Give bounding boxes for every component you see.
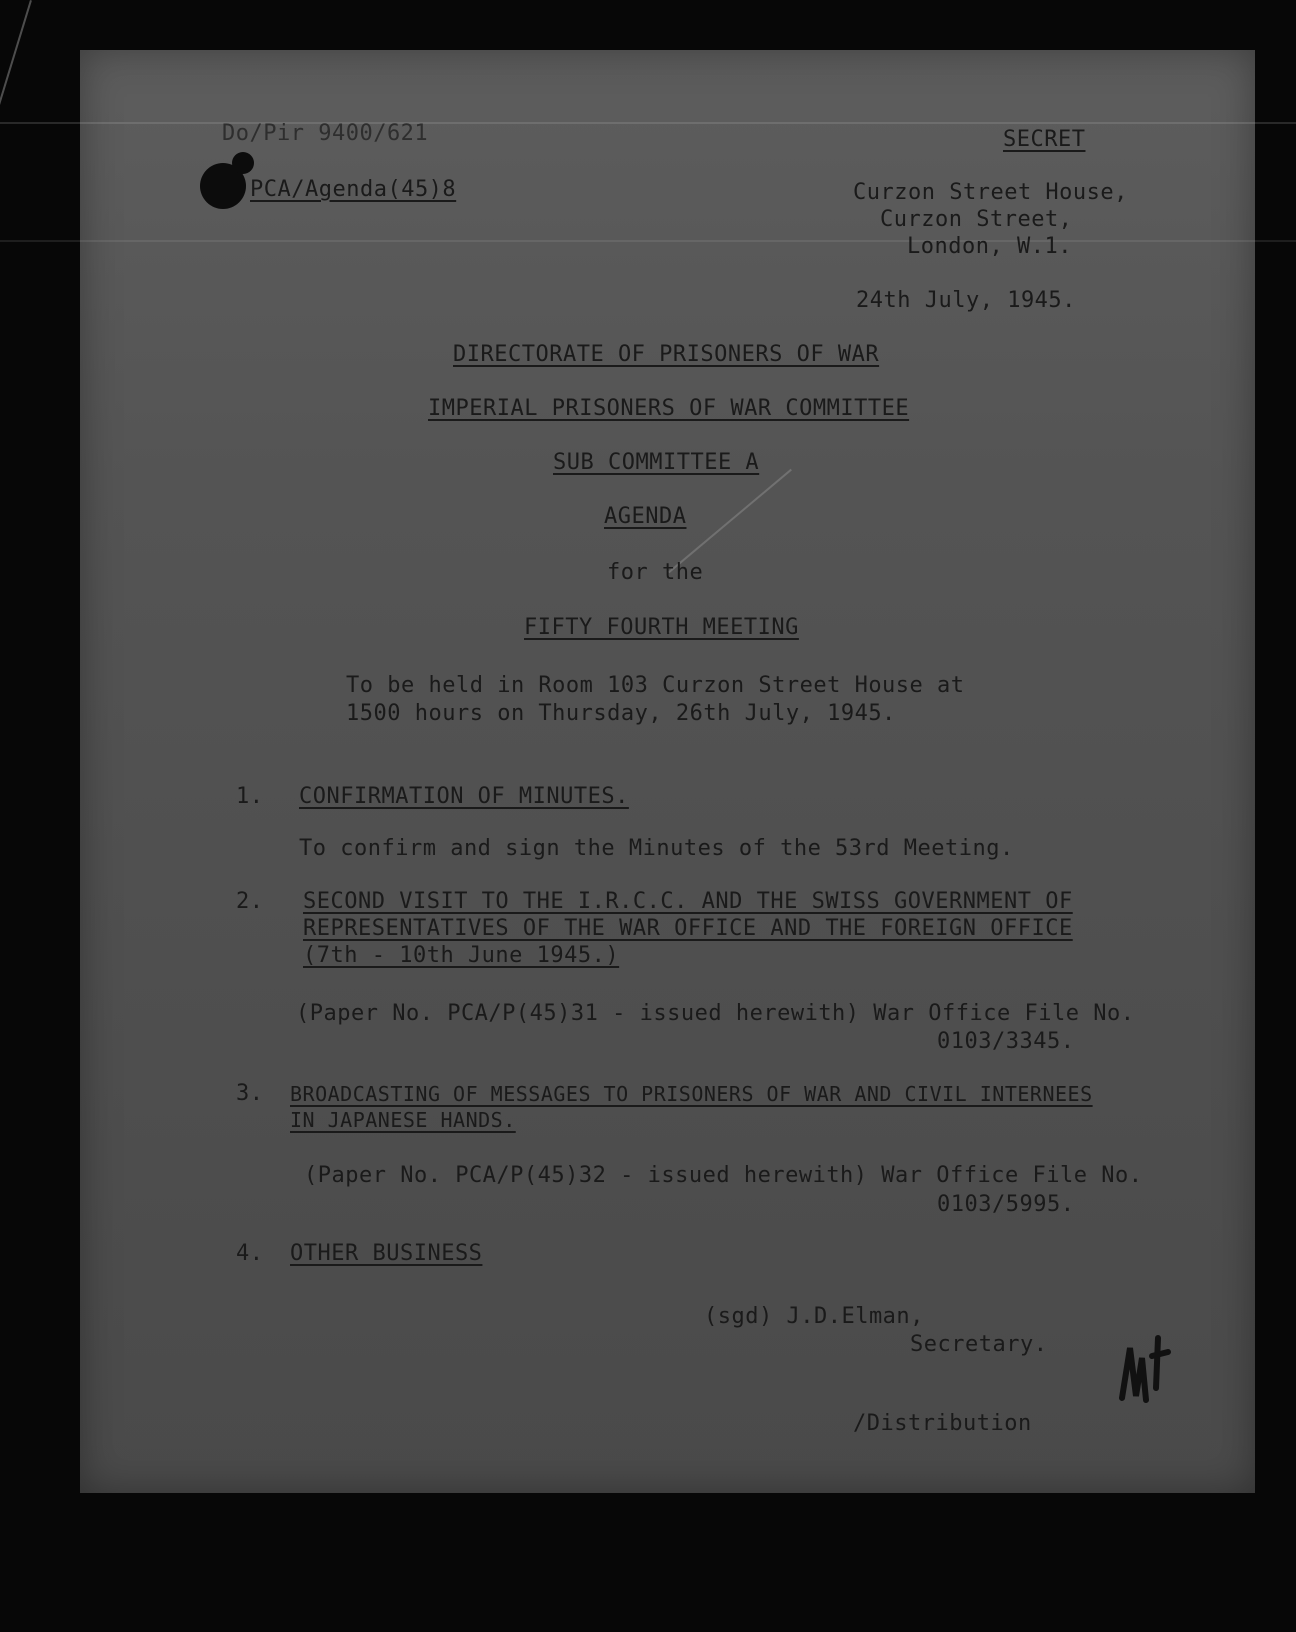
document-date: 24th July, 1945. [856, 288, 1076, 313]
ink-blot [232, 152, 254, 174]
item-heading: IN JAPANESE HANDS. [290, 1108, 516, 1132]
item-number: 3. [236, 1081, 264, 1106]
item-body: (Paper No. PCA/P(45)31 - issued herewith) War Office File No. [296, 1001, 1135, 1026]
meeting-time: 1500 hours on Thursday, 26th July, 1945. [346, 701, 896, 726]
item-heading: OTHER BUSINESS [290, 1241, 483, 1266]
item-heading: SECOND VISIT TO THE I.R.C.C. AND THE SWISS GOVERNMENT OF [303, 889, 1073, 914]
document-page [80, 50, 1255, 1493]
classification-label: SECRET [1003, 127, 1086, 152]
item-number: 4. [236, 1241, 264, 1266]
title-meeting: FIFTY FOURTH MEETING [524, 615, 799, 640]
handwritten-mark [1112, 1328, 1182, 1408]
item-heading: (7th - 10th June 1945.) [303, 943, 620, 968]
item-number: 1. [236, 784, 264, 809]
item-body: To confirm and sign the Minutes of the 53rd Meeting. [299, 836, 1014, 861]
item-body: (Paper No. PCA/P(45)32 - issued herewith) War Office File No. [304, 1163, 1143, 1188]
film-scratch [0, 122, 1296, 124]
title-directorate: DIRECTORATE OF PRISONERS OF WAR [453, 342, 880, 367]
title-subcommittee: SUB COMMITTEE A [553, 450, 760, 475]
distribution-note: /Distribution [853, 1411, 1032, 1436]
signature-name: (sgd) J.D.Elman, [704, 1304, 924, 1329]
file-reference: Do/Pir 9400/621 [222, 121, 429, 146]
film-scratch [0, 240, 1296, 242]
title-agenda: AGENDA [604, 504, 687, 529]
address-line-2: Curzon Street, [880, 207, 1073, 232]
item-body: 0103/5995. [937, 1192, 1075, 1217]
agenda-reference: PCA/Agenda(45)8 [250, 177, 457, 202]
item-heading: REPRESENTATIVES OF THE WAR OFFICE AND THE FOREIGN OFFICE [303, 916, 1073, 941]
title-committee: IMPERIAL PRISONERS OF WAR COMMITTEE [428, 396, 910, 421]
address-line-3: London, W.1. [907, 234, 1072, 259]
signature-role: Secretary. [910, 1332, 1048, 1357]
item-heading: BROADCASTING OF MESSAGES TO PRISONERS OF WAR AND CIVIL INTERNEES [290, 1082, 1093, 1106]
meeting-location: To be held in Room 103 Curzon Street House at [346, 673, 965, 698]
item-heading: CONFIRMATION OF MINUTES. [299, 784, 629, 809]
item-number: 2. [236, 889, 264, 914]
item-body: 0103/3345. [937, 1029, 1075, 1054]
title-for-the: for the [607, 560, 704, 585]
address-line-1: Curzon Street House, [853, 180, 1128, 205]
